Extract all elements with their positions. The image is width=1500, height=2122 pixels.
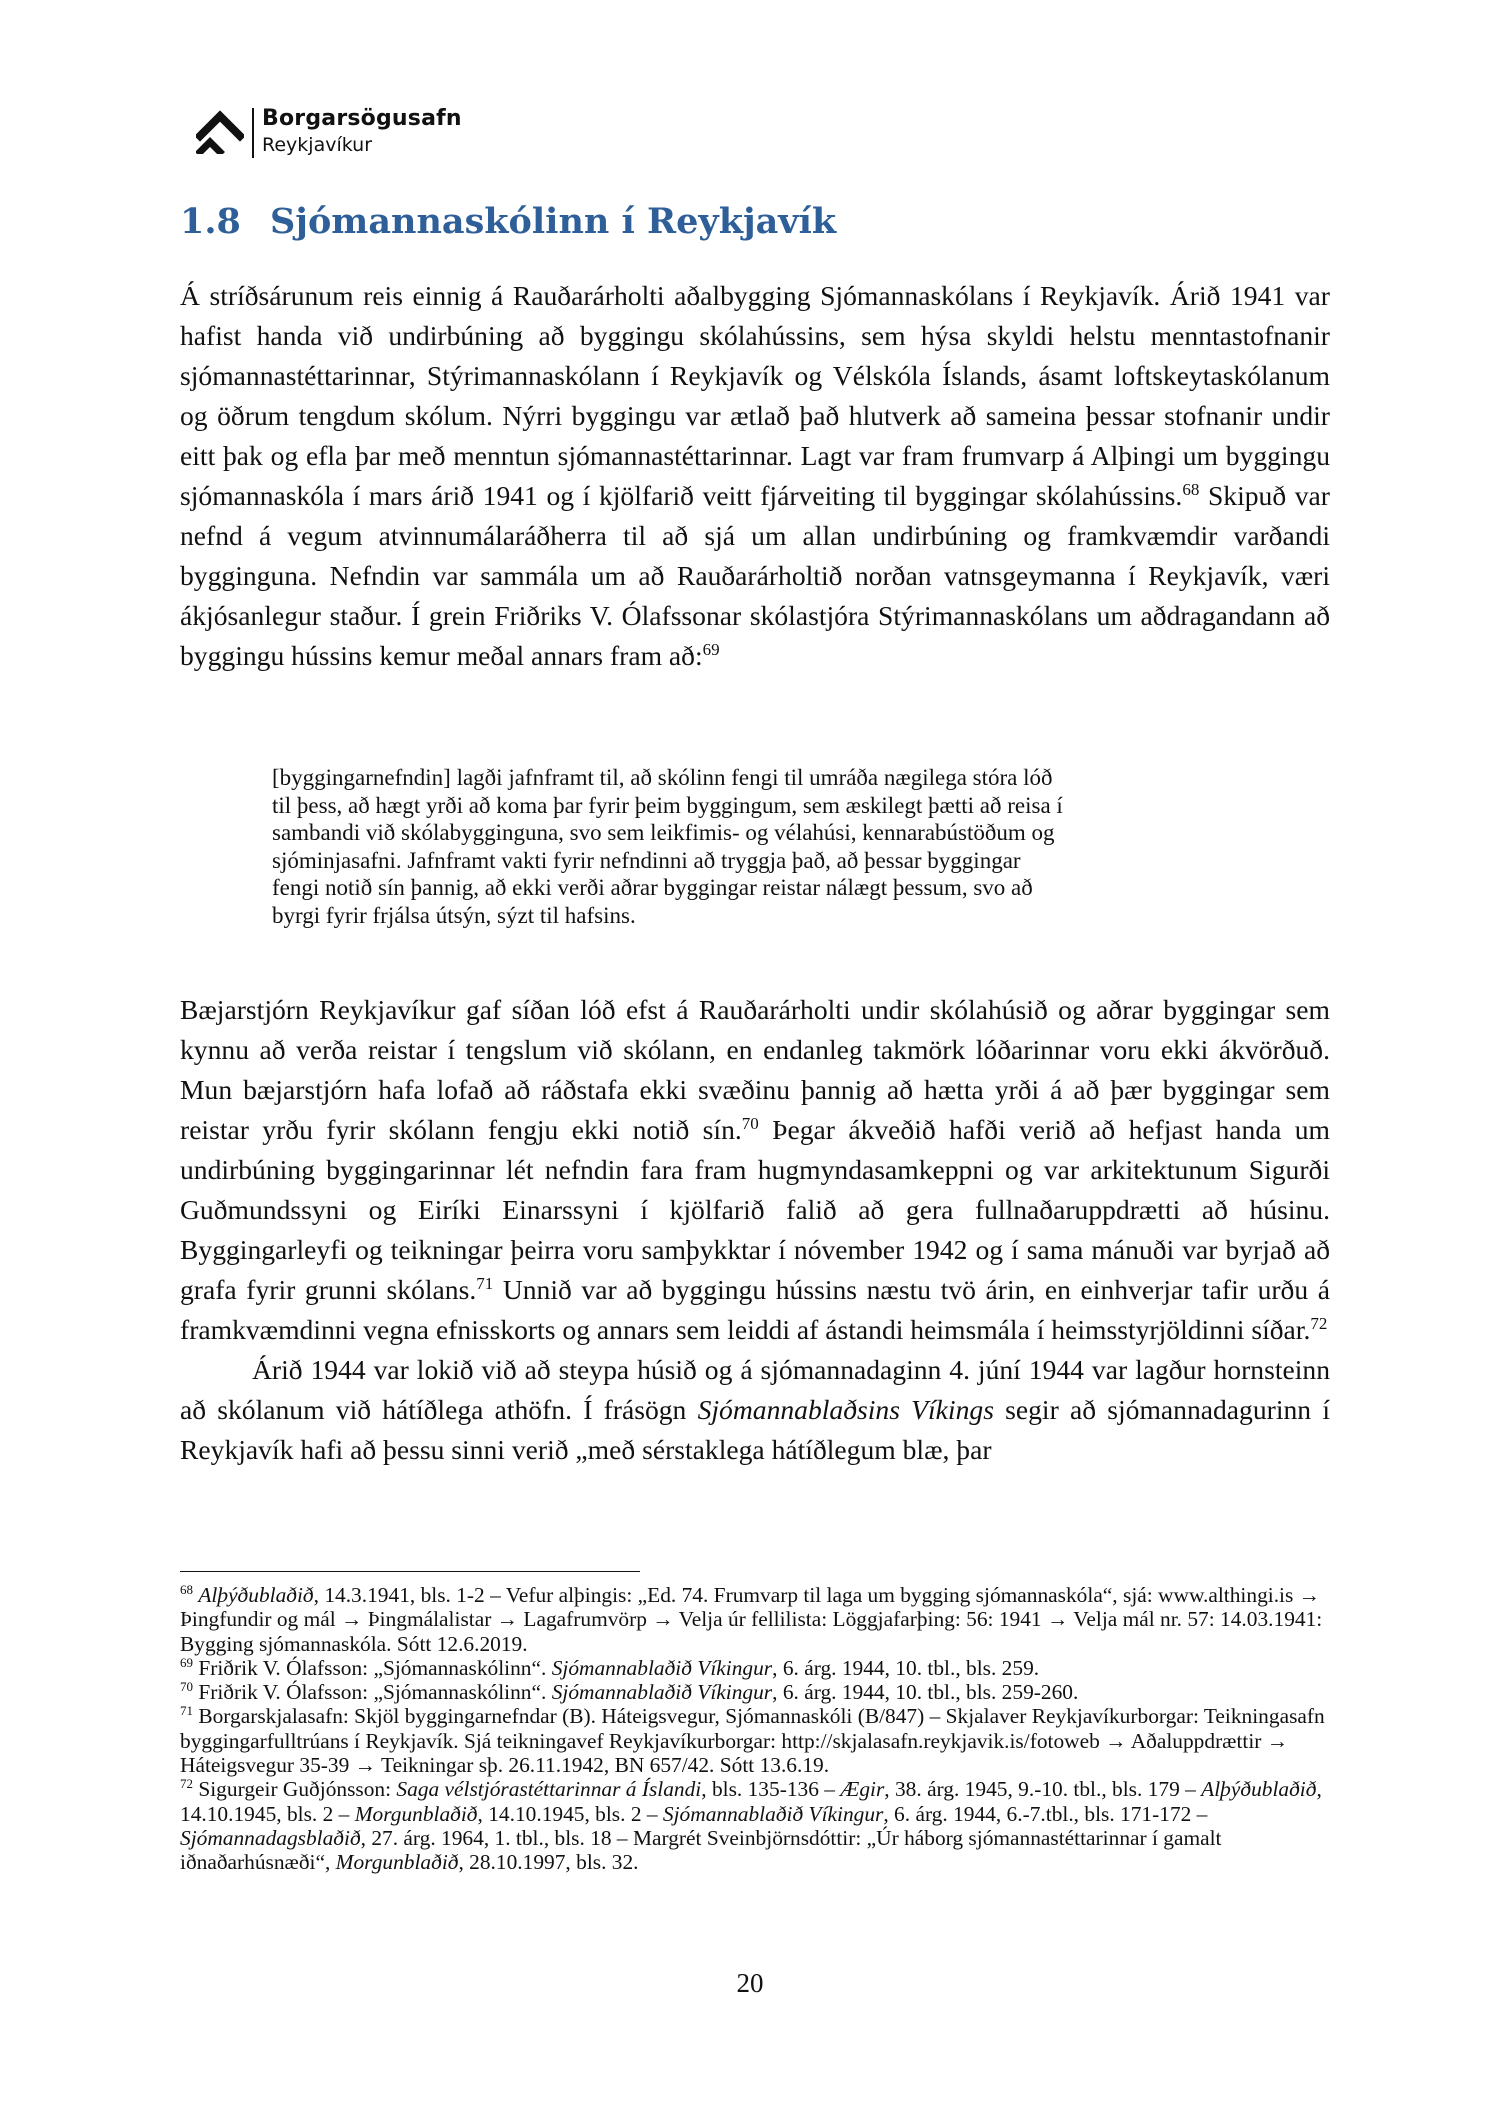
footnote-number: 69 <box>180 1654 193 1670</box>
paragraph-text: segir að sjómannadagurinn í Reykjavík hafi að þessu sinni verið „með sérstaklega hátíðlegum blæ, þar <box>180 1394 1330 1465</box>
footnote-italic: Alþýðublaðið <box>198 1583 314 1607</box>
footnote-italic: Sjómannablaðið Víkingur <box>551 1655 773 1680</box>
quote-line: til þess, að hægt yrði að koma þar fyrir þeim byggingum, sem æskilegt þætti að reisa í <box>272 792 1063 818</box>
footnote-text: , 14.3.1941, bls. 1-2 – Vefur alþingis: „Ed. 74. Frumvarp til laga um bygging sjómannaskóla“, sjá: www.althingi.is → Þingfundir og mál → Þingmálalistar → Lagafrumvörp → Velja úr fellilista: Löggjafarþing: 56: 1941 → Velja mál nr. 57: 14.03.1941: Bygging sjómannaskóla. Sótt 12.6.2019. <box>180 1583 1323 1656</box>
footnote-71 <box>180 1704 1330 1777</box>
block-quote <box>272 764 1272 929</box>
footnote-68 <box>180 1583 1330 1656</box>
footnote-ref-71[interactable]: 71 <box>476 1273 494 1293</box>
footnotes <box>180 1583 1330 1875</box>
paragraph-text: Bæjarstjórn Reykjavíkur gaf síðan lóð efst á Rauðarárholti undir skólahúsið og aðrar byggingar sem kynnu að verða reistar í tengslum við skólann, en endanleg takmörk lóðarinnar voru ekki ákvörðuð. Mun bæjarstjórn hafa lofað að ráðstafa ekki svæðinu þannig að hætta yrði á að þær byggingar sem reistar yrðu fyrir skólann fengju ekki notið sín. <box>180 994 1330 1145</box>
footnote-number: 70 <box>180 1679 193 1695</box>
footnote-text: Sigurgeir Guðjónsson: <box>193 1777 397 1802</box>
footnote-72 <box>180 1777 1330 1874</box>
paragraph-text: Unnið var að byggingu hússins næstu tvö árin, en einhverjar tafir urðu á framkvæmdinni vegna efnisskorts og annars sem leiddi af ástandi heimsmála í heimsstyrjöldinni síðar. <box>180 1274 1330 1345</box>
section-number: 1.8 <box>180 201 241 242</box>
borgarsogusafn-logo <box>196 104 496 162</box>
paragraph-text: Á stríðsárunum reis einnig á Rauðarárholti aðalbygging Sjómannaskólans í Reykjavík. Árið 1941 var hafist handa við undirbúning að byggingu skólahússins, sem hýsa skyldi helstu menntastofnanir sjómannastéttarinnar, Stýrimannaskólann í Reykjavík og Vélskóla Íslands, ásamt loftskeytaskólanum og öðrum tengdum skólum. Nýrri byggingu var ætlað það hlutverk að sameina þessar stofnanir undir eitt þak og efla þar með menntun sjómannastéttarinnar. Lagt var fram frumvarp á Alþingi um byggingu sjómannaskóla í mars árið 1941 og í kjölfarið veitt fjárveiting til byggingar skólahússins. <box>180 280 1330 511</box>
quote-line: [byggingarnefndin] lagði jafnframt til, að skólinn fengi til umráða nægilega stóra lóð <box>272 765 1053 790</box>
footnote-text: Friðrik V. Ólafsson: „Sjómannaskólinn“. <box>193 1655 552 1680</box>
footnote-number: 72 <box>180 1776 193 1792</box>
footnote-separator <box>180 1571 640 1572</box>
footnote-text: , 28.10.1997, bls. 32. <box>458 1850 639 1875</box>
footnote-italic: Alþýðublaðið <box>1201 1777 1317 1802</box>
logo-name: Borgarsögusafn <box>262 106 462 131</box>
quote-line: fengi notið sín þannig, að ekki verði aðrar byggingar reistar nálægt þessum, svo að <box>272 875 1033 900</box>
footnote-text: , bls. 135-136 – <box>701 1777 841 1802</box>
paragraph-text: Skipuð var nefnd á vegum atvinnumálaráðherra til að sjá um allan undirbúning og framkvæmdir varðandi bygginguna. Nefndin var sammála um að Rauðarárholtið norðan vatnsgeymanna í Reykjavík, væri ákjósanlegur staður. Í grein Friðriks V. Ólafssonar skólastjóra Stýrimannaskólans um aðdragandann að byggingu hússins kemur meðal annars fram að: <box>180 480 1330 671</box>
footnote-ref-69[interactable]: 69 <box>702 639 720 659</box>
footnote-text: Borgarskjalasafn: Skjöl byggingarnefndar (B). Háteigsvegur, Sjómannaskóli (B/847) – Skjalaver Reykjavíkurborgar: Teikningasafn byggingarfulltrúans í Reykjavík. Sjá teikningavef Reykjavíkurborgar: http://skjalasafn.reykjavik.is/fotoweb → Aðaluppdrættir → Háteigsvegur 35-39 → Teikningar sþ. 26.11.1942, BN 657/42. Sótt 13.6.19. <box>180 1704 1325 1778</box>
paragraph-2 <box>180 990 1330 1470</box>
quote-line: sambandi við skólabygginguna, svo sem leikfimis- og vélahúsi, kennarabústöðum og <box>272 820 1055 845</box>
paragraph-3 <box>180 1350 1330 1470</box>
footnote-italic: Sjómannadagsblaðið <box>180 1825 361 1850</box>
footnote-text: , 6. árg. 1944, 10. tbl., bls. 259. <box>772 1655 1040 1680</box>
footnote-italic: Morgunblaðið <box>354 1801 478 1826</box>
page-number: 20 <box>736 1968 764 1998</box>
quote-line: byrgi fyrir frjálsa útsýn, sýzt til hafsins. <box>272 902 636 928</box>
footnote-70 <box>180 1680 1330 1704</box>
footnote-number: 68 <box>180 1581 193 1597</box>
footnote-italic: Morgunblaðið <box>335 1850 459 1875</box>
footnote-text: , 6. árg. 1944, 6.-7.tbl., bls. 171-172 – <box>883 1801 1208 1826</box>
footnote-text: , 6. árg. 1944, 10. tbl., bls. 259-260. <box>772 1680 1079 1705</box>
footnote-text: Friðrik V. Ólafsson: „Sjómannaskólinn“. <box>193 1680 552 1705</box>
footnote-italic: Ægir <box>840 1777 885 1802</box>
footnote-ref-70[interactable]: 70 <box>741 1113 759 1133</box>
footnote-text: , 38. árg. 1945, 9.-10. tbl., bls. 179 – <box>884 1777 1202 1802</box>
paragraph-1 <box>180 276 1330 676</box>
footnote-69 <box>180 1656 1330 1680</box>
section-heading <box>180 201 836 242</box>
paragraph-text: Árið 1944 var lokið við að steypa húsið og á sjómannadaginn 4. júní 1944 var lagður hornsteinn að skólanum við hátíðlega athöfn. Í frásögn <box>180 1354 1330 1425</box>
quote-line: sjóminjasafni. Jafnframt vakti fyrir nefndinni að tryggja það, að þessar byggingar <box>272 847 1021 873</box>
footnote-text: , 14.10.1945, bls. 2 – <box>477 1801 663 1826</box>
logo-divider <box>252 108 254 158</box>
footnote-italic: Saga vélstjórastéttarinnar á Íslandi <box>396 1777 702 1802</box>
footnote-italic: Sjómannablaðið Víkingur <box>551 1680 773 1705</box>
publication-title: Sjómannablaðsins Víkings <box>697 1394 994 1425</box>
logo-subtitle: Reykjavíkur <box>262 134 373 156</box>
footnote-italic: Sjómannablaðið Víkingur <box>662 1801 884 1826</box>
roof-chevron-icon <box>196 106 244 154</box>
section-title: Sjómannaskólinn í Reykjavík <box>270 201 837 242</box>
footnote-text: , 27. árg. 1964, 1. tbl., bls. 18 – Margrét Sveinbjörnsdóttir: „Úr háborg sjómannastéttarinnar í gamalt iðnaðarhúsnæði“, <box>180 1825 1222 1875</box>
footnote-ref-68[interactable]: 68 <box>1182 479 1200 499</box>
footnote-ref-72[interactable]: 72 <box>1310 1313 1328 1333</box>
footnote-number: 71 <box>180 1703 193 1719</box>
footnote-text: , 14.10.1945, bls. 2 – <box>180 1777 1322 1826</box>
paragraph-text: Þegar ákveðið hafði verið að hefjast handa um undirbúning byggingarinnar lét nefndin fara fram hugmyndasamkeppni og var arkitektunum Sigurði Guðmundssyni og Eiríki Einarssyni í kjölfarið falið að gera fullnaðaruppdrætti að húsinu. Byggingarleyfi og teikningar þeirra voru samþykktar í nóvember 1942 og í sama mánuði var byrjað að grafa fyrir grunni skólans. <box>180 1114 1331 1305</box>
